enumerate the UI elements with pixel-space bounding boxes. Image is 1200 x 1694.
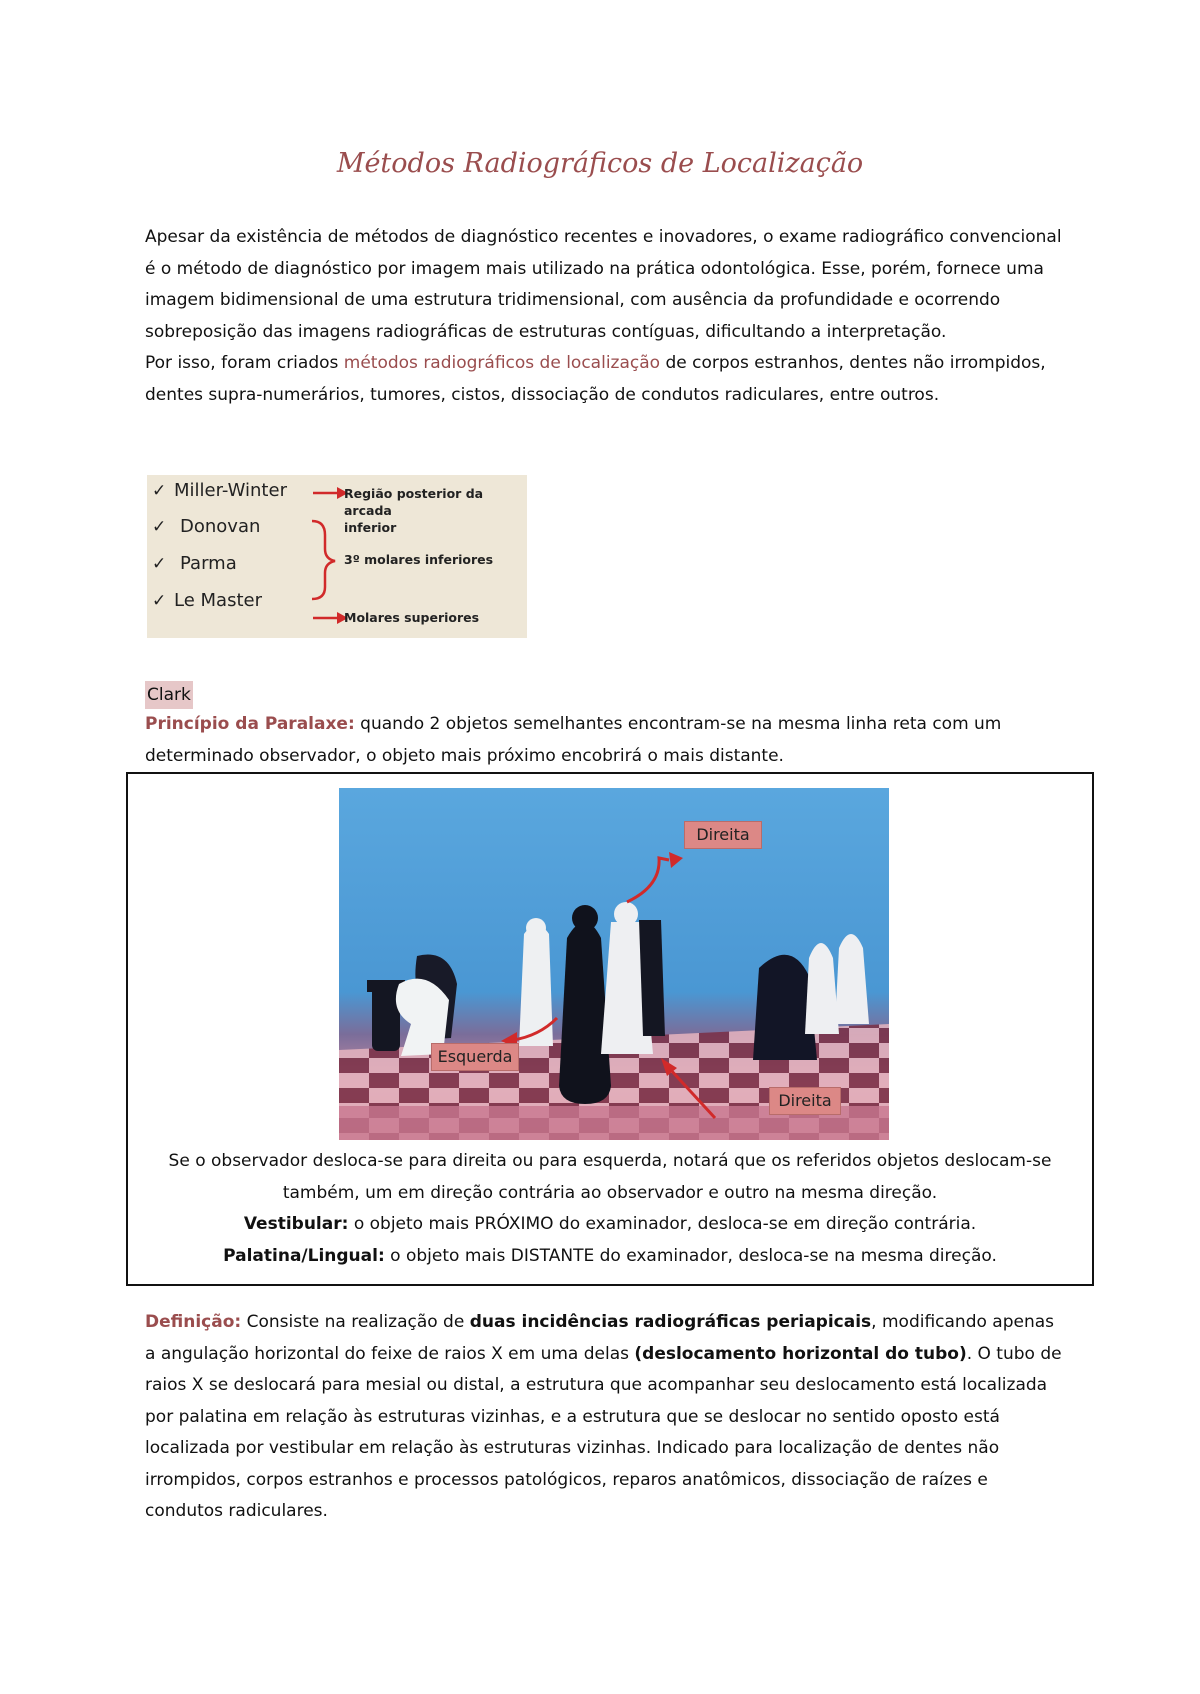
check-icon: ✓ xyxy=(152,481,167,501)
method-donovan: Donovan xyxy=(180,516,261,537)
definition-section xyxy=(145,1307,1065,1528)
definition-text-2: , modificando apenas a angulação horizontal do feixe de raios X em uma delas xyxy=(145,1312,1055,1364)
vestibular-text: o objeto mais PRÓXIMO do examinador, desloca-se em direção contrária. xyxy=(348,1214,977,1234)
definition-text-1: Consiste na realização de xyxy=(241,1312,470,1332)
chess-photo xyxy=(339,788,889,1140)
definition-bold-1: duas incidências radiográficas periapicais xyxy=(469,1312,872,1332)
palatina-line xyxy=(138,1241,1082,1273)
check-icon: ✓ xyxy=(152,517,167,537)
vestibular-line xyxy=(138,1209,1082,1241)
methods-figure xyxy=(147,475,527,638)
definition-label: Definição: xyxy=(145,1312,242,1332)
principle-label: Princípio da Paralaxe: xyxy=(145,714,355,734)
vestibular-label: Vestibular: xyxy=(243,1214,349,1234)
frame-caption-line1: Se o observador desloca-se para direita ou para esquerda, notará que os referidos objetos deslocam-se também, um em direção contrária ao observador e outro na mesma direção. xyxy=(168,1151,1052,1203)
intro-p2-start: Por isso, foram criados xyxy=(145,353,344,373)
frame-caption xyxy=(138,1146,1082,1272)
desc-miller-winter xyxy=(344,485,527,536)
intro-paragraph-1: Apesar da existência de métodos de diagnóstico recentes e inovadores, o exame radiográfico convencional é o método de diagnóstico por imagem mais utilizado na prática odontológica. Esse, porém, fornece uma imagem bidimensional de uma estrutura tridimensional, com ausência da profundidade e ocorrendo sobreposição das imagens radiográficas de estruturas contíguas, dificultando a interpretação. xyxy=(145,227,1062,342)
check-icon: ✓ xyxy=(152,554,167,574)
intro-section xyxy=(145,222,1065,411)
desc-miller-line1: Região posterior da arcada xyxy=(344,486,484,518)
method-miller-winter: Miller-Winter xyxy=(174,480,287,501)
palatina-text: o objeto mais DISTANTE do examinador, desloca-se na mesma direção. xyxy=(384,1245,997,1266)
method-parma: Parma xyxy=(180,553,237,574)
label-right-bottom: Direita xyxy=(769,1087,841,1115)
page-title: Métodos Radiográficos de Localização xyxy=(336,148,864,179)
definition-text-3: . O tubo de raios X se deslocará para mesial ou distal, a estrutura que acompanhar seu deslocamento está localizada por palatina em relação às estruturas vizinhas, e a estrutura que se deslocar no sentido oposto está localizada por vestibular em relação às estruturas vizinhas. Indicado para localização de dentes não irrompidos, corpos estranhos e processos patológicos, reparos anatômicos, dissociação de raízes e condutos radiculares. xyxy=(145,1343,1062,1521)
palatina-label: Palatina/Lingual: xyxy=(223,1245,385,1266)
intro-paragraph-2 xyxy=(145,348,1065,411)
brace-third-molars xyxy=(312,521,335,599)
principle-text: quando 2 objetos semelhantes encontram-se na mesma linha reta com um determinado observador, o objeto mais próximo encobrirá o mais distante. xyxy=(145,714,1002,766)
label-left: Esquerda xyxy=(431,1043,519,1071)
label-right-top: Direita xyxy=(684,821,762,849)
check-icon: ✓ xyxy=(152,591,167,611)
parallax-frame xyxy=(126,772,1094,1286)
method-le-master: Le Master xyxy=(174,590,262,611)
clark-heading: Clark xyxy=(145,681,193,709)
desc-miller-line2: inferior xyxy=(344,520,397,535)
desc-upper-molars: Molares superiores xyxy=(344,610,480,625)
intro-p2-highlight: métodos radiográficos de localização xyxy=(343,353,661,373)
intro-p2-end: de corpos estranhos, dentes não irrompidos, dentes supra-numerários, tumores, cistos, dissociação de condutos radiculares, entre outros. xyxy=(145,353,1046,405)
definition-bold-2: (deslocamento horizontal do tubo) xyxy=(634,1343,967,1364)
clark-principle xyxy=(145,709,1065,772)
desc-third-molars: 3º molares inferiores xyxy=(344,552,494,567)
